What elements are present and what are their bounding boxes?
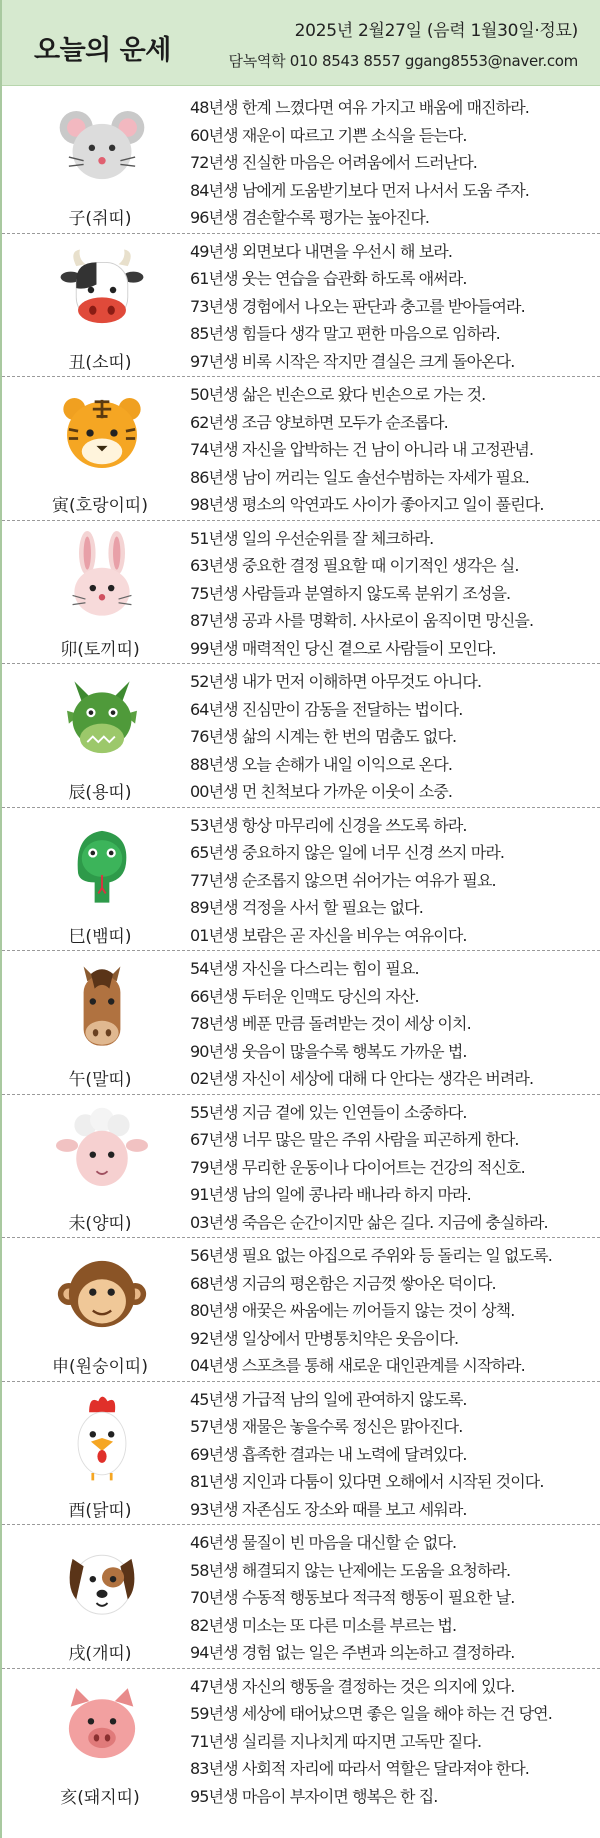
fortune-line: 94년생 경험 없는 일은 주변과 의논하고 결정하라. bbox=[190, 1643, 515, 1662]
fortune-line: 54년생 자신을 다스리는 힘이 필요. bbox=[190, 959, 419, 978]
fortune-line: 84년생 남에게 도움받기보다 먼저 나서서 도움 주자. bbox=[190, 180, 529, 200]
fortune-line: 66년생 두터운 인맥도 당신의 자산. bbox=[190, 986, 419, 1006]
fortune-lines bbox=[190, 525, 594, 663]
zodiac-row-monkey bbox=[2, 1238, 600, 1382]
zodiac-label: 戌(개띠) bbox=[68, 1644, 132, 1664]
horse-icon bbox=[56, 961, 148, 1053]
fortune-line: 63년생 중요한 결정 필요할 때 이기적인 생각은 실. bbox=[190, 556, 519, 575]
fortune-line: 00년생 먼 친척보다 가까운 이웃이 소중. bbox=[190, 782, 453, 801]
zodiac-label: 巳(뱀띠) bbox=[68, 926, 132, 947]
fortune-line: 67년생 너무 많은 말은 주위 사람을 피곤하게 한다. bbox=[190, 1130, 519, 1149]
fortune-line: 79년생 무리한 운동이나 다이어트는 건강의 적신호. bbox=[190, 1157, 525, 1177]
fortune-line: 55년생 지금 곁에 있는 인연들이 소중하다. bbox=[190, 1102, 467, 1122]
fortune-line: 76년생 삶의 시계는 한 번의 멈춤도 없다. bbox=[190, 727, 457, 746]
fortune-line: 69년생 흡족한 결과는 내 노력에 달려있다. bbox=[190, 1444, 467, 1464]
fortune-line: 59년생 세상에 태어났으면 좋은 일을 해야 하는 건 당연. bbox=[190, 1704, 552, 1723]
zodiac-row-horse bbox=[2, 951, 600, 1095]
fortune-line: 87년생 공과 사를 명확히. 사사로이 움직이면 망신을. bbox=[190, 611, 534, 630]
rooster-icon bbox=[56, 1392, 148, 1484]
fortune-line: 58년생 해결되지 않는 난제에는 도움을 요청하라. bbox=[190, 1560, 511, 1580]
date-line: 2025년 2월27일 (음력 1월30일·정묘) bbox=[294, 21, 578, 41]
fortune-line: 93년생 자존심도 장소와 때를 보고 세워라. bbox=[190, 1499, 467, 1519]
zodiac-row-rat bbox=[2, 90, 600, 234]
pig-icon bbox=[56, 1679, 148, 1771]
zodiac-row-sheep bbox=[2, 1095, 600, 1239]
zodiac-row-tiger bbox=[2, 377, 600, 521]
fortune-line: 82년생 미소는 또 다른 미소를 부르는 법. bbox=[190, 1615, 457, 1635]
zodiac-row-dragon bbox=[2, 664, 600, 808]
fortune-lines bbox=[190, 668, 594, 806]
zodiac-label: 卯(토끼띠) bbox=[60, 639, 140, 660]
fortune-line: 57년생 재물은 놓을수록 정신은 맑아진다. bbox=[190, 1417, 463, 1436]
fortune-line: 72년생 진실한 마음은 어려움에서 드러난다. bbox=[190, 153, 477, 172]
fortune-lines bbox=[190, 381, 594, 519]
fortune-line: 75년생 사람들과 분열하지 않도록 분위기 조성을. bbox=[190, 583, 511, 603]
fortune-line: 64년생 진심만이 감동을 전달하는 법이다. bbox=[190, 699, 463, 719]
fortune-line: 70년생 수동적 행동보다 적극적 행동이 필요한 날. bbox=[190, 1588, 515, 1607]
zodiac-label: 寅(호랑이띠) bbox=[52, 496, 148, 516]
fortune-lines bbox=[190, 94, 594, 232]
fortune-line: 90년생 웃음이 많을수록 행복도 가까운 법. bbox=[190, 1041, 467, 1061]
fortune-line: 86년생 남이 꺼리는 일도 솔선수범하는 자세가 필요. bbox=[190, 467, 529, 487]
fortune-line: 49년생 외면보다 내면을 우선시 해 보라. bbox=[190, 241, 453, 261]
zodiac-row-dog bbox=[2, 1525, 600, 1669]
rabbit-icon bbox=[56, 531, 148, 623]
zodiac-row-snake bbox=[2, 808, 600, 952]
fortune-line: 95년생 마음이 부자이면 행복은 한 집. bbox=[190, 1786, 438, 1806]
zodiac-label: 酉(닭띠) bbox=[68, 1500, 132, 1521]
zodiac-label: 申(원숭이띠) bbox=[52, 1357, 148, 1377]
fortune-line: 98년생 평소의 악연과도 사이가 좋아지고 일이 풀린다. bbox=[190, 495, 544, 514]
fortune-lines bbox=[190, 1529, 594, 1667]
fortune-line: 46년생 물질이 빈 마음을 대신할 순 없다. bbox=[190, 1533, 457, 1552]
fortune-line: 61년생 웃는 연습을 습관화 하도록 애써라. bbox=[190, 269, 467, 288]
zodiac-row-rooster bbox=[2, 1382, 600, 1526]
fortune-line: 68년생 지금의 평온함은 지금껏 쌓아온 덕이다. bbox=[190, 1273, 496, 1293]
dragon-icon bbox=[56, 674, 148, 766]
fortune-line: 99년생 매력적인 당신 곁으로 사람들이 모인다. bbox=[190, 638, 496, 658]
fortune-line: 47년생 자신의 행동을 결정하는 것은 의지에 있다. bbox=[190, 1676, 515, 1696]
fortune-line: 48년생 한계 느꼈다면 여유 가지고 배움에 매진하라. bbox=[190, 98, 529, 117]
fortune-line: 01년생 보람은 곧 자신을 비우는 여유이다. bbox=[190, 925, 467, 945]
fortune-lines bbox=[190, 1386, 594, 1524]
rat-icon bbox=[56, 100, 148, 192]
fortune-line: 60년생 재운이 따르고 기쁜 소식을 듣는다. bbox=[190, 125, 467, 145]
zodiac-row-pig bbox=[2, 1669, 600, 1813]
zodiac-label: 丑(소띠) bbox=[68, 352, 132, 373]
fortune-line: 88년생 오늘 손해가 내일 이익으로 온다. bbox=[190, 754, 453, 774]
zodiac-row-rabbit bbox=[2, 521, 600, 665]
page-title: 오늘의 운세 bbox=[34, 35, 171, 66]
fortune-line: 51년생 일의 우선순위를 잘 체크하라. bbox=[190, 528, 434, 548]
zodiac-list bbox=[2, 90, 600, 1812]
fortune-line: 78년생 베푼 만큼 돌려받는 것이 세상 이치. bbox=[190, 1014, 471, 1033]
snake-icon bbox=[56, 818, 148, 910]
fortune-line: 85년생 힘들다 생각 말고 편한 마음으로 임하라. bbox=[190, 324, 500, 343]
fortune-line: 03년생 죽음은 순간이지만 삶은 길다. 지금에 충실하라. bbox=[190, 1212, 548, 1232]
fortune-line: 04년생 스포츠를 통해 새로운 대인관계를 시작하라. bbox=[190, 1356, 525, 1375]
fortune-line: 71년생 실리를 지나치게 따지면 고독만 짙다. bbox=[190, 1731, 482, 1751]
zodiac-label: 午(말띠) bbox=[68, 1070, 132, 1090]
fortune-line: 02년생 자신이 세상에 대해 다 안다는 생각은 버려라. bbox=[190, 1069, 534, 1088]
header bbox=[2, 0, 600, 86]
fortune-lines bbox=[190, 1242, 594, 1380]
fortune-line: 53년생 항상 마무리에 신경을 쓰도록 하라. bbox=[190, 815, 467, 835]
fortune-line: 74년생 자신을 압박하는 건 남이 아니라 내 고정관념. bbox=[190, 440, 534, 459]
ox-icon bbox=[56, 244, 148, 336]
tiger-icon bbox=[56, 387, 148, 479]
fortune-line: 52년생 내가 먼저 이해하면 아무것도 아니다. bbox=[190, 672, 482, 691]
zodiac-label: 辰(용띠) bbox=[68, 783, 132, 803]
sheep-icon bbox=[56, 1105, 148, 1197]
fortune-line: 92년생 일상에서 만병통치약은 웃음이다. bbox=[190, 1328, 459, 1348]
fortune-lines bbox=[190, 1099, 594, 1237]
fortune-line: 62년생 조금 양보하면 모두가 순조롭다. bbox=[190, 412, 448, 432]
zodiac-label: 子(쥐띠) bbox=[68, 209, 132, 229]
fortune-line: 96년생 겸손할수록 평가는 높아진다. bbox=[190, 208, 430, 227]
monkey-icon bbox=[56, 1248, 148, 1340]
fortune-lines bbox=[190, 238, 594, 376]
contact-line: 담녹역학 010 8543 8557 ggang8553@naver.com bbox=[228, 52, 578, 70]
fortune-line: 65년생 중요하지 않은 일에 너무 신경 쓰지 마라. bbox=[190, 843, 505, 862]
dog-icon bbox=[56, 1535, 148, 1627]
fortune-line: 81년생 지인과 다툼이 있다면 오해에서 시작된 것이다. bbox=[190, 1472, 544, 1491]
fortune-line: 50년생 삶은 빈손으로 왔다 빈손으로 가는 것. bbox=[190, 385, 486, 404]
fortune-line: 80년생 애꿎은 싸움에는 끼어들지 않는 것이 상책. bbox=[190, 1301, 515, 1320]
fortune-lines bbox=[190, 955, 594, 1093]
zodiac-row-ox bbox=[2, 234, 600, 378]
fortune-line: 56년생 필요 없는 아집으로 주위와 등 돌리는 일 없도록. bbox=[190, 1246, 552, 1265]
fortune-line: 73년생 경험에서 나오는 판단과 충고를 받아들여라. bbox=[190, 296, 525, 316]
fortune-line: 97년생 비록 시작은 작지만 결실은 크게 돌아온다. bbox=[190, 351, 515, 371]
fortune-lines bbox=[190, 1673, 594, 1811]
zodiac-label: 未(양띠) bbox=[68, 1213, 132, 1234]
fortune-line: 89년생 걱정을 사서 할 필요는 없다. bbox=[190, 898, 423, 917]
fortune-line: 45년생 가급적 남의 일에 관여하지 않도록. bbox=[190, 1389, 467, 1409]
fortune-line: 83년생 사회적 자리에 따라서 역할은 달라져야 한다. bbox=[190, 1759, 529, 1778]
fortune-line: 77년생 순조롭지 않으면 쉬어가는 여유가 필요. bbox=[190, 870, 496, 890]
fortune-line: 91년생 남의 일에 콩나라 배나라 하지 마라. bbox=[190, 1185, 471, 1204]
fortune-lines bbox=[190, 812, 594, 950]
zodiac-label: 亥(돼지띠) bbox=[60, 1787, 140, 1808]
